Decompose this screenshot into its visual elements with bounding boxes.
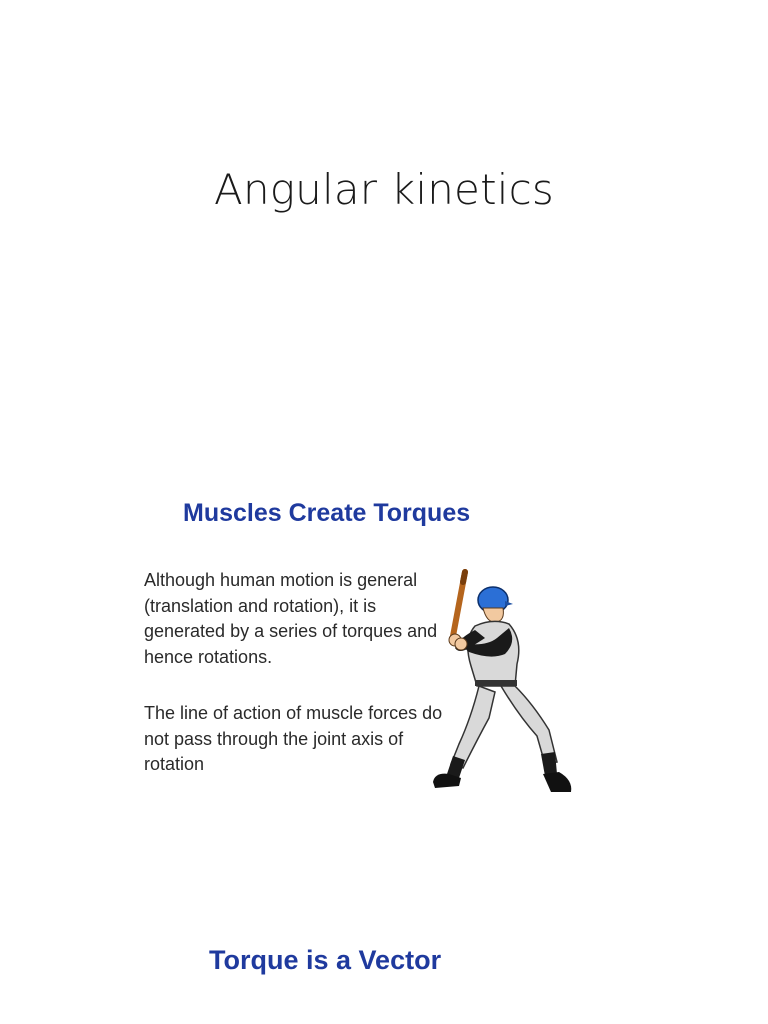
section-heading-torque-is-a-vector: Torque is a Vector	[209, 945, 442, 975]
baseball-batter-icon	[425, 568, 580, 800]
paragraph-line-of-action: The line of action of muscle forces do not pass through the joint axis of rotation	[144, 703, 443, 774]
section-heading-muscles-create-torques: Muscles Create Torques	[183, 499, 471, 527]
page-title: Angular kinetics	[214, 165, 554, 214]
baseball-batter-illustration	[425, 568, 580, 800]
paragraph-human-motion: Although human motion is general (translation and rotation), it is generated by a series of torques and hence rotations.	[144, 570, 438, 667]
